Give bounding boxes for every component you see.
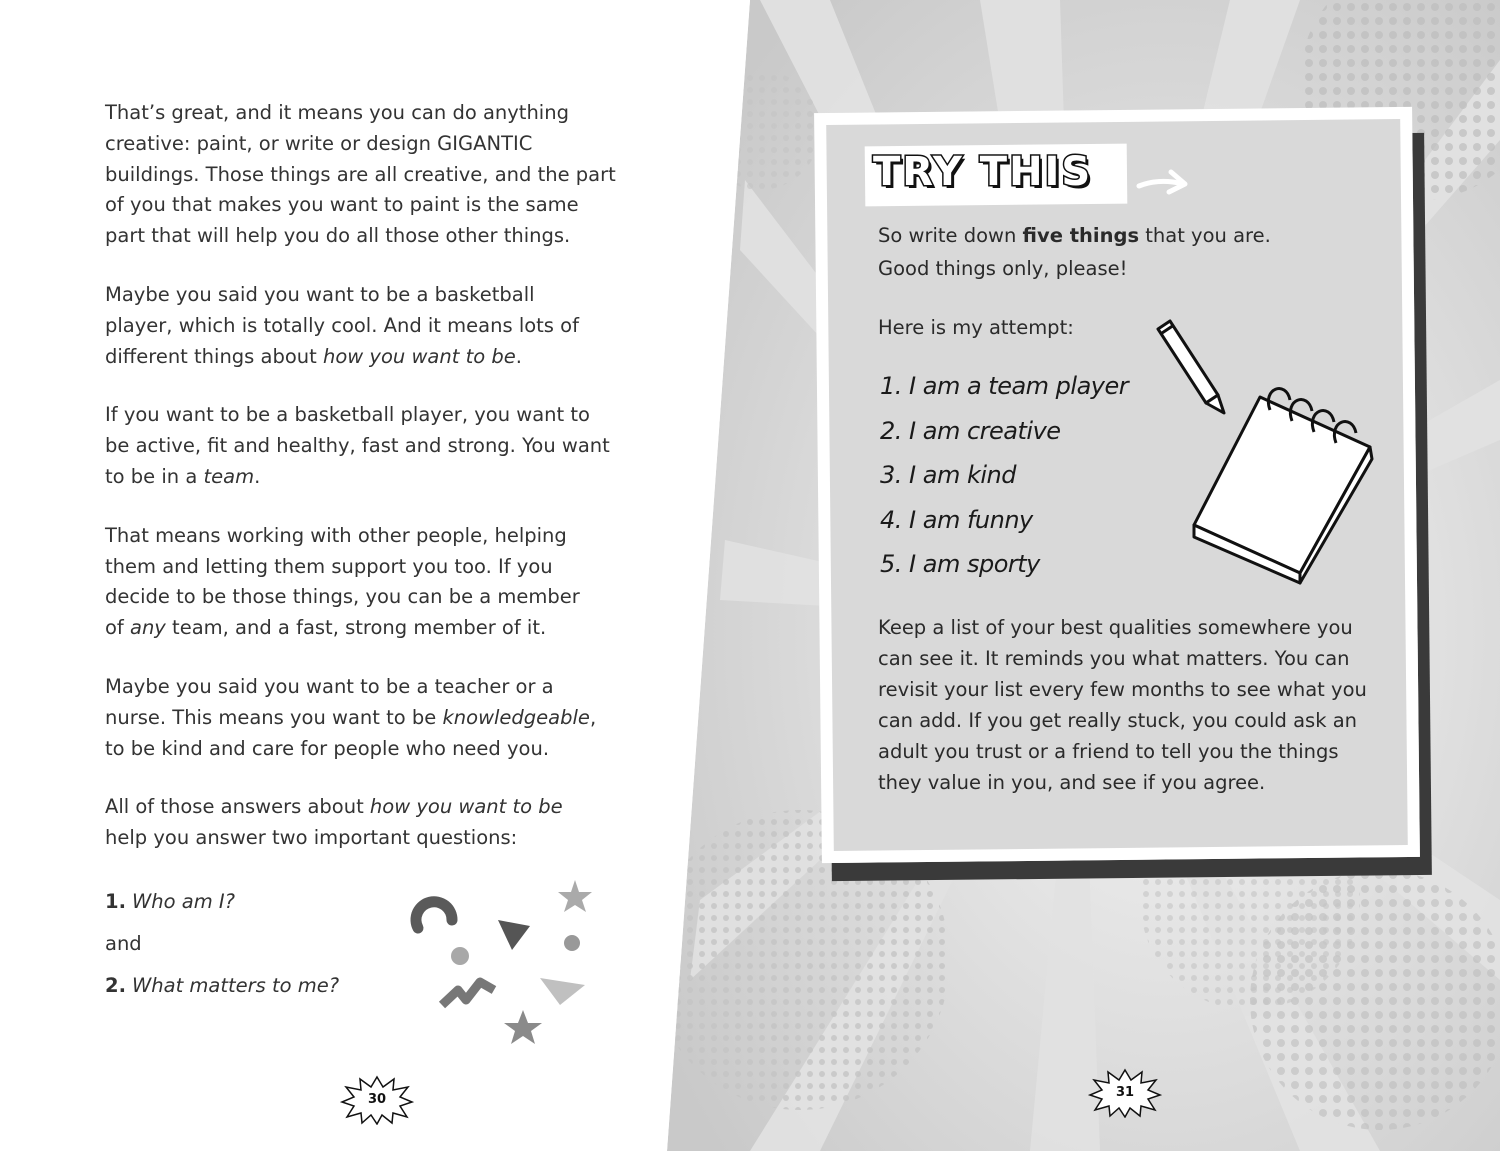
- question-2: 2. What matters to me?: [105, 974, 340, 997]
- paragraph-6: All of those answers about how you want to be help you answer two important questions:: [105, 795, 563, 850]
- notepad-pencil-illustration: [1150, 315, 1385, 585]
- list-item: 1. I am a team player: [880, 372, 1129, 400]
- closing-line: they value in you, and see if you agree.: [878, 771, 1266, 794]
- intro-line-2: Good things only, please!: [878, 257, 1128, 280]
- left-page-text: [105, 98, 665, 882]
- paragraph-2: Maybe you said you want to be a basketball player, which is totally cool. And it means lots of different things about how you want to be.: [105, 282, 579, 368]
- notepad-icon: [1194, 389, 1372, 583]
- closing-line: can add. If you get really stuck, you could ask an: [878, 709, 1358, 732]
- triangle-shape: [498, 920, 530, 950]
- zigzag-shape: [442, 982, 494, 1005]
- question-1: 1. Who am I?: [105, 890, 235, 913]
- closing-line: Keep a list of your best qualities somewhere you: [878, 616, 1353, 639]
- closing-line: revisit your list every few months to see what you: [878, 678, 1367, 701]
- page-number-left: 30: [367, 1092, 387, 1107]
- dot-shape: [451, 947, 469, 965]
- triangle-shape: [540, 978, 585, 1005]
- star-icon: [558, 880, 592, 912]
- closing-line: adult you trust or a friend to tell you the things: [878, 740, 1339, 763]
- and-text: and: [105, 932, 142, 955]
- intro-line-1: So write down five things that you are.: [878, 224, 1271, 247]
- list-item: 5. I am sporty: [880, 550, 1040, 578]
- attempt-label: Here is my attempt:: [878, 316, 1074, 339]
- try-this-heading: TRY THIS: [873, 149, 1093, 195]
- arrow-right-icon: [1135, 160, 1195, 200]
- list-item: 4. I am funny: [880, 506, 1033, 534]
- closing-line: can see it. It reminds you what matters. You can: [878, 647, 1350, 670]
- paragraph-5: Maybe you said you want to be a teacher or a nurse. This means you want to be knowledgeable, to be kind and care for people who need you.: [105, 674, 597, 760]
- paragraph-1: That’s great, and it means you can do anything creative: paint, or write or design GIGANTIC buildings. Those things are all creative, and the part of you that makes you want to paint is the same part that will help you do all those other things.: [105, 101, 616, 248]
- dot-shape: [564, 935, 580, 951]
- star-icon: [504, 1010, 542, 1044]
- arc-shape: [416, 902, 452, 928]
- list-item: 2. I am creative: [880, 417, 1061, 445]
- pencil-icon: [1158, 321, 1224, 413]
- paragraph-4: That means working with other people, helping them and letting them support you too. If you decide to be those things, you can be a member of any team, and a fast, strong member of it.: [105, 523, 580, 640]
- paragraph-3: If you want to be a basketball player, you want to be active, fit and healthy, fast and strong. You want to be in a team.: [105, 403, 610, 488]
- confetti-shapes: [400, 870, 610, 1060]
- list-item: 3. I am kind: [880, 461, 1016, 489]
- page-number-right: 31: [1115, 1085, 1135, 1100]
